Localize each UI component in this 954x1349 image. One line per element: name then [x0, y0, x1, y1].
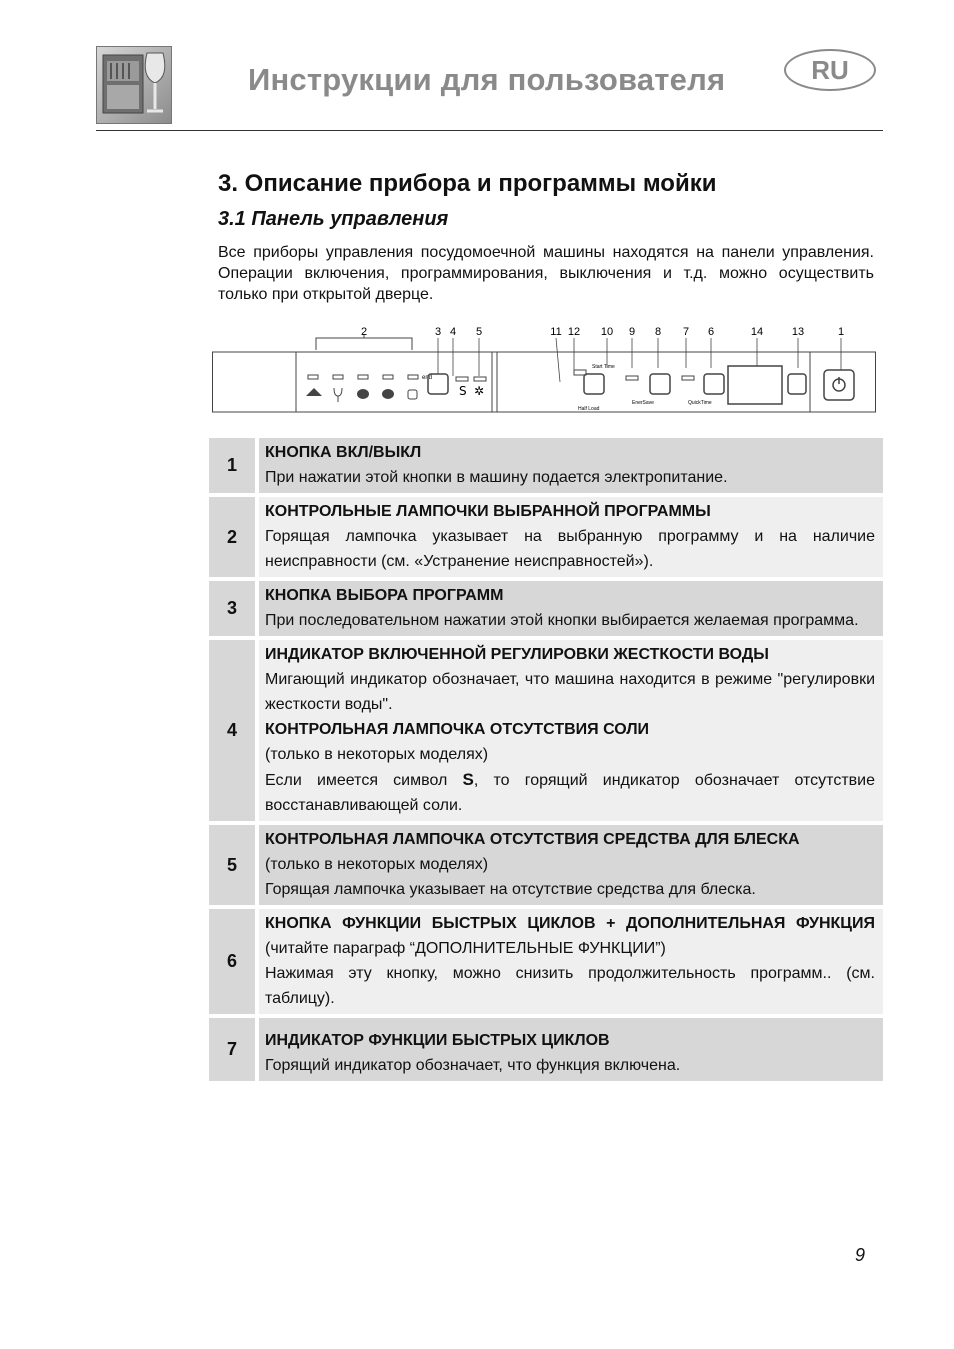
- row-description: [259, 1018, 883, 1081]
- table-row: [209, 1018, 883, 1081]
- panel-small-label: Half Load: [578, 406, 600, 412]
- row-number: 6: [209, 909, 255, 1014]
- callout-12: 12: [567, 326, 581, 338]
- description-line: [265, 642, 875, 667]
- dishwasher-glass-icon: [97, 47, 171, 123]
- header-divider: [96, 130, 883, 131]
- section-subtitle: 3.1 Панель управления: [218, 208, 449, 230]
- row-number: 5: [209, 825, 255, 905]
- intro-paragraph: Все приборы управления посудомоечной машины находятся на панели управления. Операции включения, программирования, выключения и т.д. можно осуществить только при открытой дверце.: [218, 244, 874, 303]
- page-number: 9: [855, 1245, 866, 1265]
- callout-8: 8: [654, 326, 662, 338]
- callout-3: 3: [434, 326, 442, 338]
- panel-frame: [213, 352, 876, 412]
- description-line: Горящий индикатор обозначает, что функция включена.: [265, 1057, 681, 1074]
- table-row: [209, 825, 883, 905]
- table-row: [209, 581, 883, 636]
- row-heading: КОНТРОЛЬНАЯ ЛАМПОЧКА ОТСУТСТВИЯ СРЕДСТВА ДЛЯ БЛЕСКА: [265, 831, 800, 848]
- row-heading: КНОПКА ВЫБОРА ПРОГРАММ: [265, 587, 504, 604]
- salt-symbol-icon: S: [462, 770, 474, 789]
- row-description: [259, 438, 883, 493]
- row-number: 4: [209, 640, 255, 821]
- description-line: Горящая лампочка указывает на выбранную программу и на наличие неисправности (см. «Устранение неисправностей»).: [265, 528, 875, 570]
- table-row: [209, 909, 883, 1014]
- description-line: [265, 499, 875, 524]
- row-number: 2: [209, 497, 255, 577]
- callout-6: 6: [707, 326, 715, 338]
- description-line: [265, 583, 875, 608]
- table-row: [209, 640, 883, 821]
- callout-4: 4: [449, 326, 457, 338]
- callout-2: 2: [360, 326, 368, 338]
- description-line: Нажимая эту кнопку, можно снизить продолжительность программ.. (см. таблицу).: [265, 965, 875, 1007]
- panel-small-label: Start Time: [592, 364, 615, 370]
- callout-1: 1: [837, 326, 845, 338]
- panel-small-label: EnerSave: [632, 400, 654, 406]
- row-number: 7: [209, 1018, 255, 1081]
- row-description: [259, 825, 883, 905]
- description-line: [265, 827, 875, 852]
- row-description: [259, 909, 883, 1014]
- panel-small-label: QuickTime: [688, 400, 712, 406]
- callout-10: 10: [600, 326, 614, 338]
- description-line: Если имеется символ S, то горящий индикатор обозначает отсутствие восстанавливающей соли.: [265, 767, 875, 818]
- description-line: При последовательном нажатии этой кнопки выбирается желаемая программа.: [265, 612, 859, 629]
- rinse-aid-icon: ✲: [474, 384, 485, 398]
- description-line: Мигающий индикатор обозначает, что машина находится в режиме "регулировки жесткости воды".: [265, 671, 875, 713]
- plates-icon: [357, 389, 369, 399]
- row-heading: ИНДИКАТОР ВКЛЮЧЕННОЙ РЕГУЛИРОВКИ ЖЕСТКОСТИ ВОДЫ: [265, 646, 769, 663]
- control-panel-diagram: [212, 322, 876, 414]
- row-heading: КНОПКА ФУНКЦИИ БЫСТРЫХ ЦИКЛОВ + ДОПОЛНИТЕЛЬНАЯ ФУНКЦИЯ: [265, 915, 875, 932]
- callout-14: 14: [750, 326, 764, 338]
- description-line: (только в некоторых моделях): [265, 856, 489, 873]
- callout-bracket: [316, 338, 412, 350]
- language-badge: RU: [784, 49, 876, 91]
- header-title: Инструкции для пользователя: [248, 62, 726, 97]
- description-line: [265, 440, 875, 465]
- plates-stack-icon: [382, 389, 394, 399]
- callout-9: 9: [628, 326, 636, 338]
- row-number: 1: [209, 438, 255, 493]
- description-table: [209, 438, 883, 1085]
- table-row: [209, 438, 883, 493]
- callout-13: 13: [791, 326, 805, 338]
- description-line: [265, 717, 875, 742]
- row-heading: ИНДИКАТОР ФУНКЦИИ БЫСТРЫХ ЦИКЛОВ: [265, 1032, 610, 1049]
- end-label: end: [422, 375, 433, 381]
- row-heading: КОНТРОЛЬНАЯ ЛАМПОЧКА ОТСУТСТВИЯ СОЛИ: [265, 721, 650, 738]
- callout-7: 7: [682, 326, 690, 338]
- row-description: [259, 640, 883, 821]
- description-line: Горящая лампочка указывает на отсутствие средства для блеска.: [265, 881, 756, 898]
- row-description: [259, 497, 883, 577]
- callout-5: 5: [475, 326, 483, 338]
- salt-symbol-icon: S: [459, 384, 467, 398]
- description-line: При нажатии этой кнопки в машину подается электропитание.: [265, 469, 728, 486]
- callout-11: 11: [550, 326, 562, 338]
- row-heading: КОНТРОЛЬНЫЕ ЛАМПОЧКИ ВЫБРАННОЙ ПРОГРАММЫ: [265, 503, 711, 520]
- description-line: КНОПКА ФУНКЦИИ БЫСТРЫХ ЦИКЛОВ + ДОПОЛНИТЕЛЬНАЯ ФУНКЦИЯ (читайте параграф “ДОПОЛНИТЕЛЬНЫЕ ФУНКЦИИ”): [265, 915, 875, 957]
- brand-logo: [96, 46, 172, 124]
- section-title: 3. Описание прибора и программы мойки: [218, 170, 717, 197]
- table-row: [209, 497, 883, 577]
- description-line: (только в некоторых моделях): [265, 746, 489, 763]
- row-number: 3: [209, 581, 255, 636]
- description-line: [265, 1028, 875, 1053]
- row-description: [259, 581, 883, 636]
- row-heading: КНОПКА ВКЛ/ВЫКЛ: [265, 444, 422, 461]
